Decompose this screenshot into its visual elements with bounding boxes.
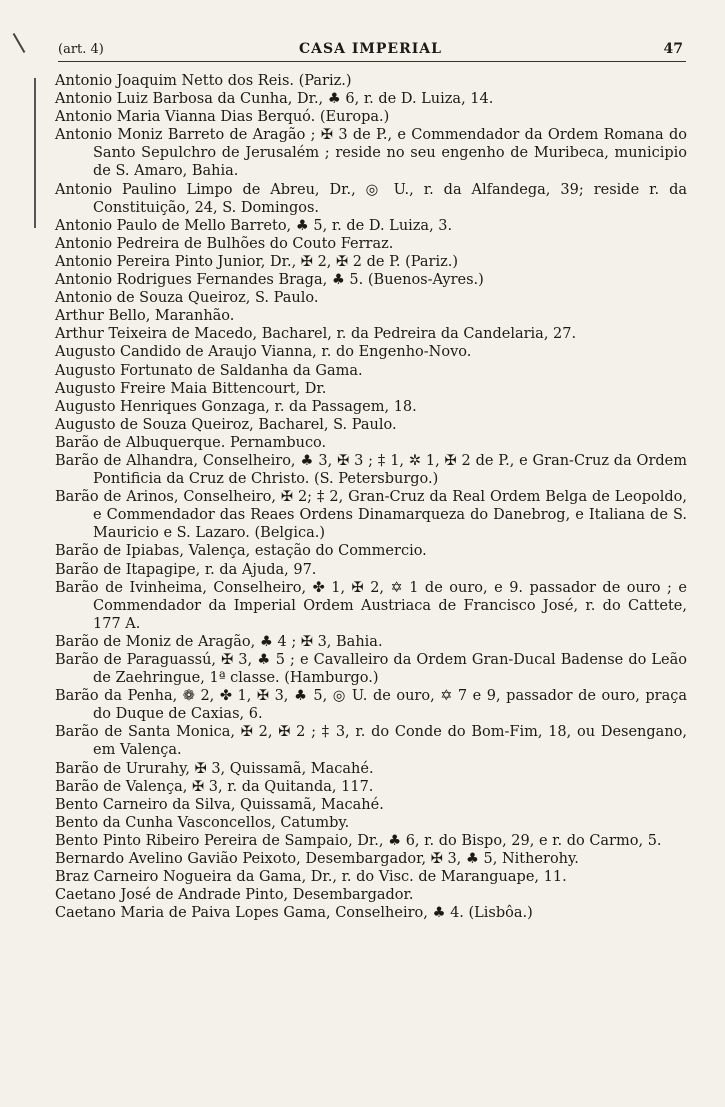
section-ref: (art. 4) [58, 42, 104, 57]
entry: Barão de Ururahy, ✠ 3, Quissamã, Macahé. [55, 760, 374, 777]
entry: Barão de Alhandra, Conselheiro, ♣ 3, ✠ 3 ; ‡ 1, ✲ 1, ✠ 2 de P., e Gran-Cruz da Ordem Pontificia da Cruz de Christo. (S. Petersburgo.) [55, 452, 687, 488]
entry: Braz Carneiro Nogueira da Gama, Dr., r. do Visc. de Maranguape, 11. [55, 869, 567, 886]
entry: Augusto Henriques Gonzaga, r. da Passagem, 18. [55, 398, 417, 415]
entry: Caetano Maria de Paiva Lopes Gama, Conselheiro, ♣ 4. (Lisbôa.) [55, 905, 533, 922]
entry: Barão de Ivinheima, Conselheiro, ✤ 1, ✠ 2, ✡ 1 de ouro, e 9. passador de ouro ; e Commendador da Imperial Ordem Austriaca de Francisco José, r. do Cattete, 177 A. [55, 579, 687, 632]
entry: Bernardo Avelino Gavião Peixoto, Desembargador, ✠ 3, ♣ 5, Nitherohy. [55, 851, 579, 868]
entry: Antonio Pereira Pinto Junior, Dr., ✠ 2, ✠ 2 de P. (Pariz.) [55, 253, 458, 270]
page-header [58, 40, 683, 60]
entry: Antonio Paulo de Mello Barreto, ♣ 5, r. de D. Luiza, 3. [55, 217, 453, 234]
entry: Barão da Penha, ❁ 2, ✤ 1, ✠ 3, ♣ 5, ◎ U. de ouro, ✡ 7 e 9, passador de ouro, praça do Duque de Caxias, 6. [55, 688, 687, 723]
entry: Antonio Moniz Barreto de Aragão ; ✠ 3 de P., e Commendador da Ordem Romana do Santo Sepulchro de Jerusalém ; reside no seu engenho de Muribeca, municipio de S. Amaro, Bahia. [55, 127, 687, 180]
entry: Bento da Cunha Vasconcellos, Catumby. [55, 814, 350, 831]
page-number: 47 [663, 41, 683, 57]
entry: Barão de Valença, ✠ 3, r. da Quitanda, 117. [55, 778, 374, 795]
entry: Antonio Maria Vianna Dias Berquó. (Europa.) [55, 109, 390, 126]
entry: Barão de Arinos, Conselheiro, ✠ 2; ‡ 2, Gran-Cruz da Real Ordem Belga de Leopoldo, e Commendador das Reaes Ordens Dinamarqueza do Danebrog, e Italiana de S. Mauricio e S. Lazaro. (Belgica.) [55, 489, 687, 542]
entry-list [55, 72, 687, 922]
entry: Bento Pinto Ribeiro Pereira de Sampaio, Dr., ♣ 6, r. do Bispo, 29, e r. do Carmo, 5. [55, 832, 662, 849]
entry: Antonio de Souza Queiroz, S. Paulo. [55, 290, 319, 307]
entry: Barão de Moniz de Aragão, ♣ 4 ; ✠ 3, Bahia. [55, 633, 383, 650]
entry: Barão de Albuquerque. Pernambuco. [55, 434, 327, 451]
margin-mark [13, 33, 26, 53]
entry: Antonio Pedreira de Bulhões do Couto Ferraz. [55, 235, 394, 252]
entry: Augusto Freire Maia Bittencourt, Dr. [55, 380, 327, 397]
entry: Antonio Joaquim Netto dos Reis. (Pariz.) [55, 73, 352, 89]
entry: Augusto Candido de Araujo Vianna, r. do Engenho-Novo. [55, 344, 472, 361]
entry: Arthur Bello, Maranhão. [55, 308, 235, 325]
entry: Barão de Itapagipe, r. da Ajuda, 97. [55, 561, 317, 578]
entry: Caetano José de Andrade Pinto, Desembargador. [55, 887, 414, 904]
entry: Arthur Teixeira de Macedo, Bacharel, r. da Pedreira da Candelaria, 27. [55, 326, 577, 343]
entry: Bento Carneiro da Silva, Quissamã, Macahé. [55, 796, 384, 813]
header-rule [58, 61, 686, 62]
entry: Barão de Santa Monica, ✠ 2, ✠ 2 ; ‡ 3, r. do Conde do Bom-Fim, 18, ou Desengano, em Valença. [55, 724, 687, 759]
entry: Barão de Ipiabas, Valença, estação do Commercio. [55, 543, 427, 560]
entry: Antonio Paulino Limpo de Abreu, Dr., ◎ U., r. da Alfandega, 39; reside r. da Constituição, 24, S. Domingos. [55, 181, 687, 216]
entry: Barão de Paraguassú, ✠ 3, ♣ 5 ; e Cavalleiro da Ordem Gran-Ducal Badense do Leão de Zaehringue, 1ª classe. (Hamburgo.) [55, 652, 687, 687]
entry: Antonio Luiz Barbosa da Cunha, Dr., ♣ 6, r. de D. Luiza, 14. [55, 91, 494, 108]
entry: Antonio Rodrigues Fernandes Braga, ♣ 5. (Buenos-Ayres.) [55, 272, 484, 289]
running-title: CASA IMPERIAL [299, 41, 442, 57]
entry: Augusto de Souza Queiroz, Bacharel, S. Paulo. [55, 416, 397, 433]
margin-line [34, 78, 36, 228]
entry: Augusto Fortunato de Saldanha da Gama. [55, 362, 363, 379]
